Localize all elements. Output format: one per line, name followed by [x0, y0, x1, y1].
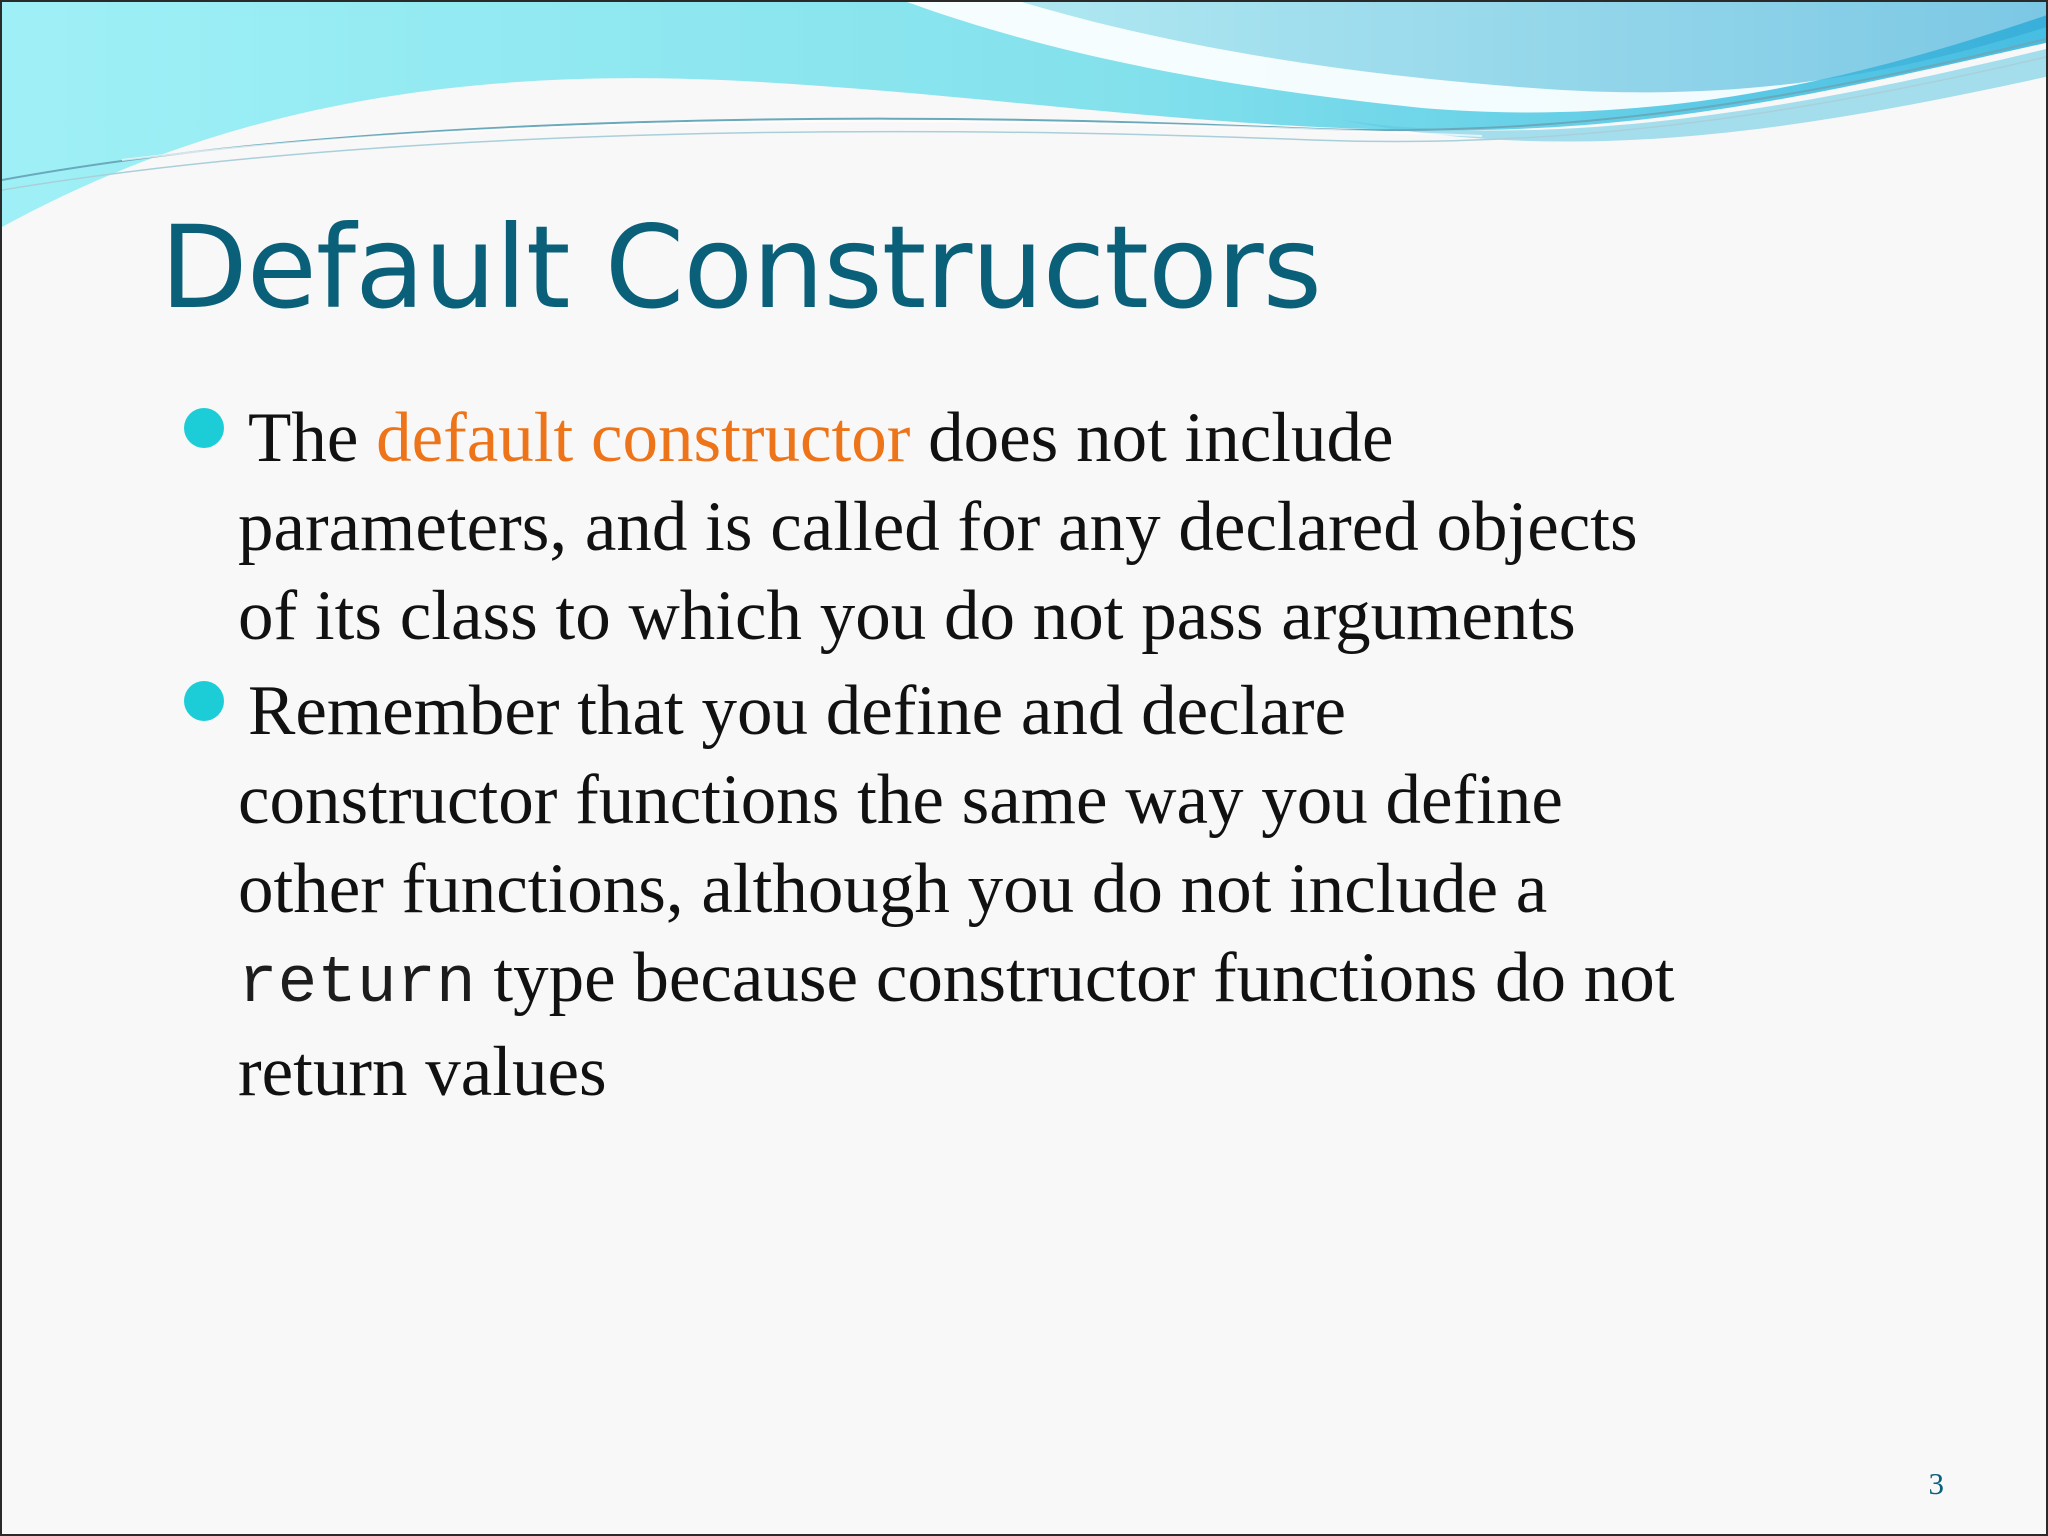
- bullet-text: type because constructor functions do not: [475, 939, 1675, 1017]
- bullet-line: return values: [238, 1033, 607, 1111]
- bullet-dot-icon: [184, 681, 224, 721]
- bullet-line: [248, 394, 1938, 483]
- bullet-item: [238, 394, 1938, 661]
- bullet-item: [238, 667, 1938, 1117]
- highlighted-term: default constructor: [376, 399, 911, 477]
- bullet-line: [238, 934, 1938, 1028]
- bullet-text: does not include: [910, 399, 1394, 477]
- bullet-line: Remember that you define and declare: [248, 672, 1347, 750]
- bullet-list: [238, 394, 1938, 1123]
- bullet-line: of its class to which you do not pass arguments: [238, 577, 1576, 655]
- bullet-line: other functions, although you do not include a: [238, 850, 1548, 928]
- page-number: 3: [1928, 1466, 1944, 1501]
- bullet-line: constructor functions the same way you define: [238, 761, 1563, 839]
- code-keyword: return: [238, 946, 476, 1021]
- bullet-text: The: [248, 399, 377, 477]
- bullet-line: parameters, and is called for any declared objects: [238, 488, 1638, 566]
- slide-title: Default Constructors: [160, 201, 1321, 334]
- bullet-dot-icon: [184, 408, 224, 448]
